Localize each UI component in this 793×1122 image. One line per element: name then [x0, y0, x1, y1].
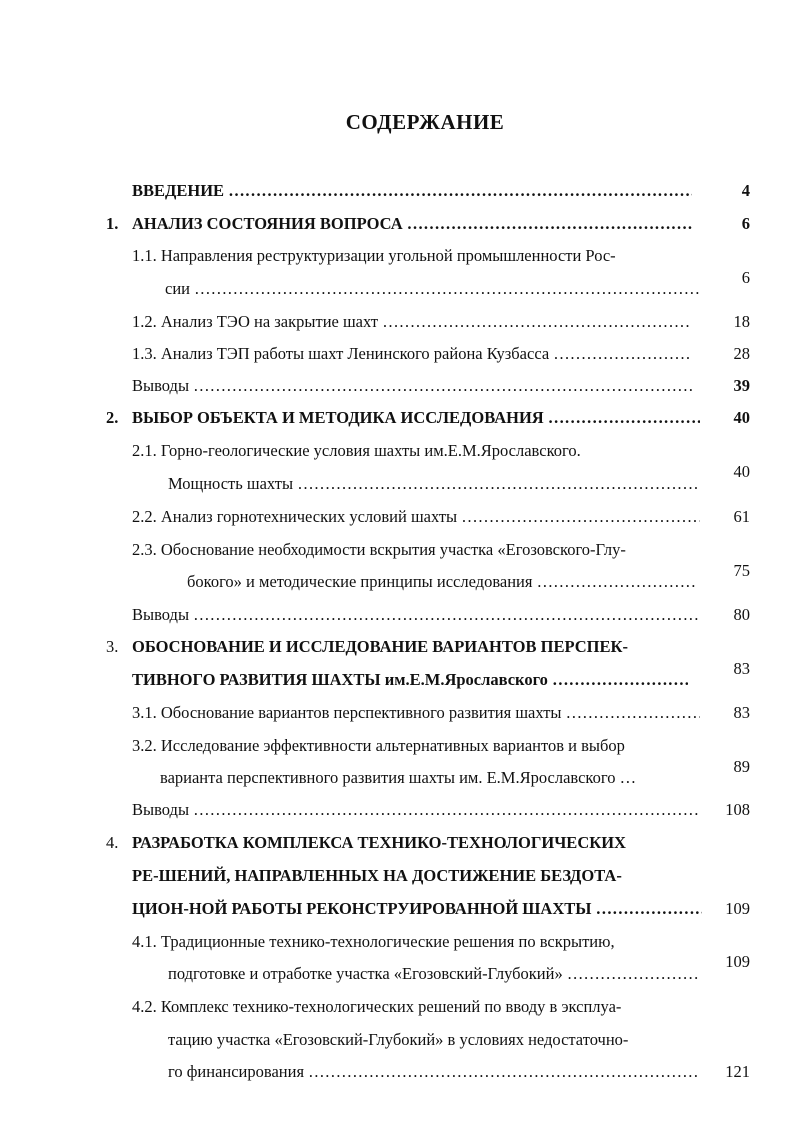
toc-entry-text: 1.2. Анализ ТЭО на закрытие шахт ……………………………………………………………………………………………………………………………………………………………………: [132, 312, 692, 332]
toc-entry-text: Мощность шахты ……………………………………………………………………………………………………………………………………………………………………: [168, 474, 698, 494]
toc-page-number: 28: [733, 344, 750, 363]
toc-entry-text: Выводы ……………………………………………………………………………………………………………………………………………………………………: [132, 800, 700, 820]
toc-entry-text: го финансирования ……………………………………………………………………………………………………………………………………………………………………: [168, 1062, 698, 1082]
toc-page-number: 89: [733, 757, 750, 776]
toc-entry-text: АНАЛИЗ СОСТОЯНИЯ ВОПРОСА ……………………………………………………………………………………………………………………………………………………………………: [132, 214, 692, 234]
toc-page-number: 83: [733, 703, 750, 722]
toc-entry-text: Выводы ……………………………………………………………………………………………………………………………………………………………………: [132, 376, 692, 396]
toc-entry-text: 2.2. Анализ горнотехнических условий шахты ……………………………………………………………………………………………………………………………………………………………………: [132, 507, 700, 527]
toc-page-number: 83: [733, 659, 750, 678]
toc-entry-text: 3.2. Исследование эффективности альтернативных вариантов и выбор: [132, 736, 625, 755]
toc-page-number: 6: [741, 214, 750, 233]
toc-entry-text: бокого» и методические принципы исследования ……………………………………………………………………………………………………………………………………………………………………: [187, 572, 697, 592]
toc-entry-text: подготовке и отработке участка «Егозовский-Глубокий» ……………………………………………………………………………………………………………………………………………………………………: [168, 964, 700, 984]
toc-entry-text: 1.3. Анализ ТЭП работы шахт Ленинского района Кузбасса ……………………………………………………………………………………………………………………………………………………………………: [132, 344, 692, 364]
toc-section-number: 4.: [106, 833, 119, 852]
toc-page-number: 6: [741, 268, 750, 287]
toc-entry-text: ЦИОН-НОЙ РАБОТЫ РЕКОНСТРУИРОВАННОЙ ШАХТЫ ……………………………………………………………………………………………………………………………………………………………………: [132, 899, 702, 919]
toc-page-number: 39: [733, 376, 750, 395]
toc-page-number: 61: [733, 507, 750, 526]
toc-entry-text: ОБОСНОВАНИЕ И ИССЛЕДОВАНИЕ ВАРИАНТОВ ПЕРСПЕК-: [132, 637, 628, 656]
toc-entry-text: 2.1. Горно-геологические условия шахты им.Е.М.Ярославского.: [132, 441, 581, 460]
toc-page-number: 121: [725, 1062, 750, 1081]
toc-page-number: 18: [733, 312, 750, 331]
toc-entry-text: 1.1. Направления реструктуризации угольной промышленности Рос-: [132, 246, 616, 265]
toc-entry-text: ВВЕДЕНИЕ ……………………………………………………………………………………………………………………………………………………………………: [132, 181, 692, 201]
toc-section-number: 3.: [106, 637, 119, 656]
toc-page-number: 4: [741, 181, 750, 200]
toc-entry-text: РЕ-ШЕНИЙ, НАПРАВЛЕННЫХ НА ДОСТИЖЕНИЕ БЕЗДОТА-: [132, 866, 622, 885]
toc-entry-text: ВЫБОР ОБЪЕКТА И МЕТОДИКА ИССЛЕДОВАНИЯ ……………………………………………………………………………………………………………………………………………………………………: [132, 408, 700, 428]
toc-entry-text: тацию участка «Егозовский-Глубокий» в условиях недостаточно-: [168, 1030, 629, 1049]
toc-page-number: 75: [733, 561, 750, 580]
toc-page-number: 40: [733, 408, 750, 427]
toc-section-number: 1.: [106, 214, 119, 233]
toc-section-number: 2.: [106, 408, 119, 427]
toc-entry-text: 4.1. Традиционные технико-технологические решения по вскрытию,: [132, 932, 615, 951]
toc-entry-text: Выводы ……………………………………………………………………………………………………………………………………………………………………: [132, 605, 698, 625]
toc-entry-text: сии ……………………………………………………………………………………………………………………………………………………………………: [165, 279, 699, 299]
toc-entry-text: 3.1. Обоснование вариантов перспективного развития шахты ……………………………………………………………………………………………………………………………………………………………………: [132, 703, 700, 723]
page-title: СОДЕРЖАНИЕ: [345, 110, 505, 134]
toc-page-number: 40: [733, 462, 750, 481]
toc-page-number: 109: [725, 952, 750, 971]
toc-page-number: 108: [725, 800, 750, 819]
toc-entry-text: 2.3. Обоснование необходимости вскрытия участка «Егозовского-Глу-: [132, 540, 626, 559]
toc-entry-text: варианта перспективного развития шахты им. Е.М.Ярославского …: [160, 768, 637, 787]
toc-entry-text: ТИВНОГО РАЗВИТИЯ ШАХТЫ им.Е.М.Ярославского ……………………………………………………………………………………………………………………………………………………………………: [132, 670, 688, 690]
toc-page-number: 80: [733, 605, 750, 624]
toc-entry-text: 4.2. Комплекс технико-технологических решений по вводу в эксплуа-: [132, 997, 622, 1016]
toc-page-number: 109: [725, 899, 750, 918]
toc-entry-text: РАЗРАБОТКА КОМПЛЕКСА ТЕХНИКО-ТЕХНОЛОГИЧЕСКИХ: [132, 833, 626, 852]
